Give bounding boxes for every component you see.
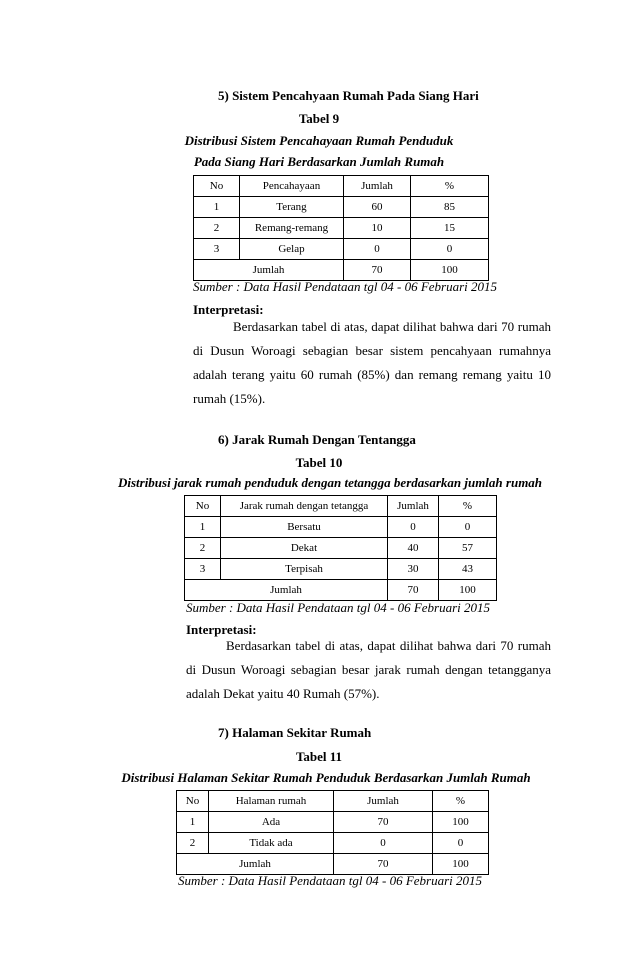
- table-cell: 60: [344, 197, 411, 218]
- data-table: [184, 495, 497, 601]
- table-cell: Dekat: [221, 538, 388, 559]
- table-source: Sumber : Data Hasil Pendataan tgl 04 - 06 Februari 2015: [178, 873, 483, 888]
- column-header: Jumlah: [388, 496, 439, 517]
- table-caption: Distribusi Sistem Pencahayaan Rumah Penduduk: [184, 133, 454, 148]
- table-cell: Gelap: [240, 239, 344, 260]
- table-label: Tabel 10: [295, 455, 343, 470]
- table-cell: 2: [185, 538, 221, 559]
- table-total-row: [177, 854, 489, 875]
- table-cell: 3: [194, 239, 240, 260]
- table-caption: Distribusi jarak rumah penduduk dengan tetangga berdasarkan jumlah rumah: [117, 475, 543, 490]
- table-cell: 1: [185, 517, 221, 538]
- table-cell: 0: [344, 239, 411, 260]
- table-cell: 15: [411, 218, 489, 239]
- section-heading: 7) Halaman Sekitar Rumah: [218, 725, 372, 740]
- table-row: [194, 218, 489, 239]
- table-header-row: [194, 176, 489, 197]
- table-label: Tabel 11: [295, 749, 343, 764]
- column-header: Pencahayaan: [240, 176, 344, 197]
- column-header: Halaman rumah: [209, 791, 334, 812]
- table-cell: 0: [334, 833, 433, 854]
- table-cell: 100: [433, 854, 489, 875]
- table-cell: 70: [334, 812, 433, 833]
- column-header: No: [185, 496, 221, 517]
- table-cell: 1: [194, 197, 240, 218]
- table-source: Sumber : Data Hasil Pendataan tgl 04 - 06 Februari 2015: [186, 600, 491, 615]
- table-cell: Tidak ada: [209, 833, 334, 854]
- table-row: [194, 239, 489, 260]
- table-source: Sumber : Data Hasil Pendataan tgl 04 - 06 Februari 2015: [193, 279, 498, 294]
- table-cell: 10: [344, 218, 411, 239]
- column-header: %: [411, 176, 489, 197]
- table-cell: 57: [439, 538, 497, 559]
- table-cell: 0: [433, 833, 489, 854]
- table-cell: Jumlah: [177, 854, 334, 875]
- column-header: %: [439, 496, 497, 517]
- section-heading: 5) Sistem Pencahyaan Rumah Pada Siang Hari: [218, 88, 479, 103]
- table-total-row: [185, 580, 497, 601]
- column-header: Jarak rumah dengan tetangga: [221, 496, 388, 517]
- table-cell: 70: [334, 854, 433, 875]
- table-cell: Ada: [209, 812, 334, 833]
- table-cell: 2: [194, 218, 240, 239]
- table-cell: 100: [433, 812, 489, 833]
- table-cell: 85: [411, 197, 489, 218]
- section-heading: 6) Jarak Rumah Dengan Tentangga: [218, 432, 416, 447]
- column-header: No: [177, 791, 209, 812]
- interpretation-label: Interpretasi:: [186, 622, 257, 637]
- table-row: [185, 538, 497, 559]
- table-header-row: [177, 791, 489, 812]
- table-row: [185, 517, 497, 538]
- column-header: Jumlah: [344, 176, 411, 197]
- table-label: Tabel 9: [298, 111, 340, 126]
- table-cell: 40: [388, 538, 439, 559]
- interpretation-label: Interpretasi:: [193, 302, 264, 317]
- table-cell: 43: [439, 559, 497, 580]
- table-cell: 100: [411, 260, 489, 281]
- table-cell: 70: [388, 580, 439, 601]
- table-row: [177, 812, 489, 833]
- table-cell: 70: [344, 260, 411, 281]
- table-row: [185, 559, 497, 580]
- table-cell: Jumlah: [194, 260, 344, 281]
- table-row: [194, 197, 489, 218]
- table-caption: Distribusi Halaman Sekitar Rumah Penduduk Berdasarkan Jumlah Rumah: [121, 770, 531, 785]
- table-cell: Jumlah: [185, 580, 388, 601]
- table-cell: 1: [177, 812, 209, 833]
- interpretation-text: Berdasarkan tabel di atas, dapat dilihat bahwa dari 70 rumah di Dusun Woroagi sebagian besar sistem pencahyaan rumahnya adalah terang yaitu 60 rumah (85%) dan remang remang yaitu 10 rumah (15%).: [193, 319, 551, 406]
- column-header: Jumlah: [334, 791, 433, 812]
- table-cell: 0: [388, 517, 439, 538]
- table-cell: Terang: [240, 197, 344, 218]
- table-cell: 0: [439, 517, 497, 538]
- table-row: [177, 833, 489, 854]
- interpretation-text: Berdasarkan tabel di atas, dapat dilihat bahwa dari 70 rumah di Dusun Woroagi sebagian besar jarak rumah dengan tetangganya adalah Dekat yaitu 40 Rumah (57%).: [186, 638, 551, 701]
- table-caption: Pada Siang Hari Berdasarkan Jumlah Rumah: [193, 154, 445, 169]
- table-cell: 3: [185, 559, 221, 580]
- table-cell: 2: [177, 833, 209, 854]
- interpretation-paragraph: [186, 634, 551, 706]
- table-cell: 0: [411, 239, 489, 260]
- table-header-row: [185, 496, 497, 517]
- data-table: [193, 175, 489, 281]
- column-header: No: [194, 176, 240, 197]
- data-table: [176, 790, 489, 875]
- table-total-row: [194, 260, 489, 281]
- column-header: %: [433, 791, 489, 812]
- table-cell: 100: [439, 580, 497, 601]
- table-cell: Bersatu: [221, 517, 388, 538]
- interpretation-paragraph: [193, 315, 551, 411]
- table-cell: Remang-remang: [240, 218, 344, 239]
- table-cell: Terpisah: [221, 559, 388, 580]
- table-cell: 30: [388, 559, 439, 580]
